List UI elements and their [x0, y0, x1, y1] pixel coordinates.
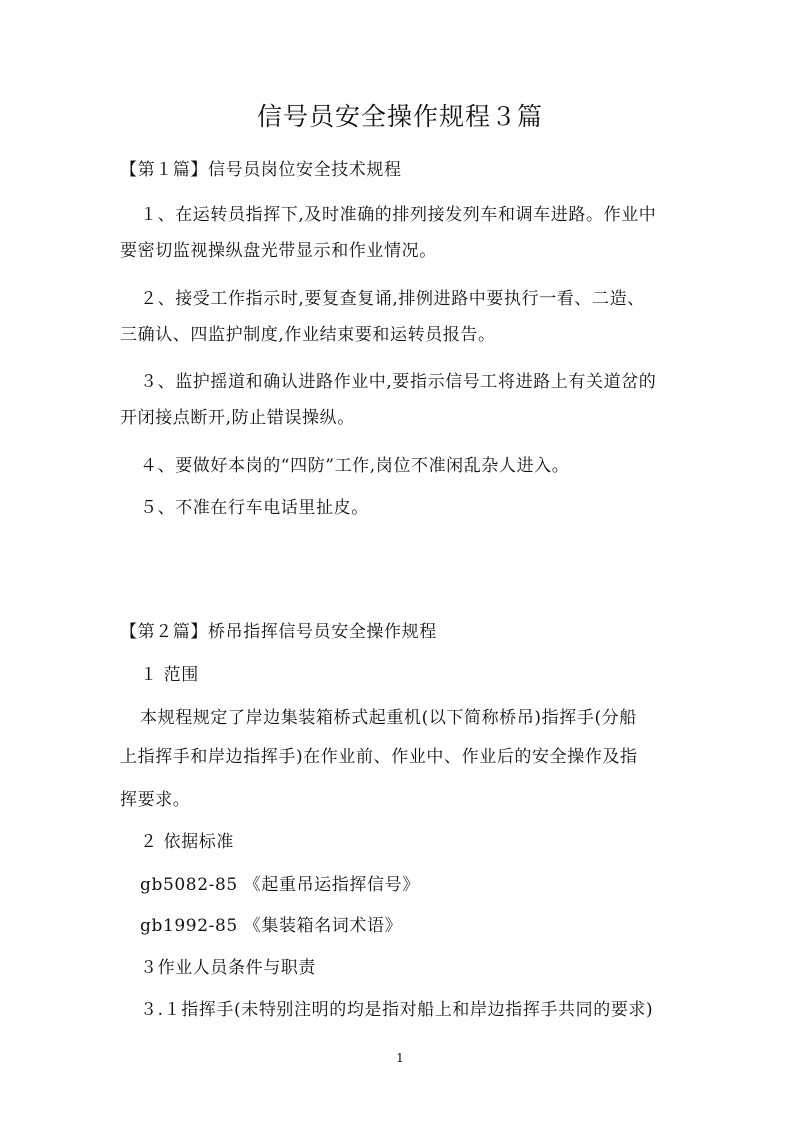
section-2-line-3: 上指挥手和岸边指挥手)在作业前、作业中、作业后的安全操作及指 [120, 747, 638, 767]
section-2-line-gb5082: gb5082-85 《起重吊运指挥信号》 [140, 875, 420, 895]
section-1-item-3-cont: 开闭接点断开,防止错误操纵。 [120, 408, 355, 428]
section-1-item-1: １、在运转员指挥下,及时准确的排列接发列车和调车进路。作业中 [140, 205, 657, 225]
section-1-item-2-cont: 三确认、四监护制度,作业结束要和运转员报告。 [120, 325, 496, 345]
document-title: 信号员安全操作规程３篇 [256, 102, 543, 131]
section-2-line-standards: ２ 依据标准 [140, 832, 235, 852]
section-1-item-1-cont: 要密切监视操纵盘光带显示和作业情况。 [120, 241, 437, 261]
section-1-item-2: ２、接受工作指示时,要复查复诵,排例进路中要执行一看、二造、 [140, 289, 645, 309]
section-1-heading: 【第１篇】信号员岗位安全技术规程 [120, 160, 402, 180]
page-number: 1 [396, 1051, 404, 1065]
section-2-line-gb1992: gb1992-85 《集装箱名词术语》 [140, 916, 403, 936]
section-1-item-3: ３、监护摇道和确认进路作业中,要指示信号工将进路上有关道岔的 [140, 372, 657, 392]
section-1-item-5: ５、不准在行车电话里扯皮。 [140, 498, 369, 518]
section-2-heading: 【第２篇】桥吊指挥信号员安全操作规程 [120, 622, 437, 642]
section-2-line-scope: １ 范围 [140, 665, 199, 685]
section-2-line-2: 本规程规定了岸边集装箱桥式起重机(以下简称桥吊)指挥手(分船 [140, 708, 637, 728]
section-2-line-conditions: ３作业人员条件与职责 [140, 958, 316, 978]
section-2-line-commander: ３.１指挥手(未特别注明的均是指对船上和岸边指挥手共同的要求) [140, 1000, 654, 1020]
section-2-line-4: 挥要求。 [120, 790, 191, 810]
section-1-item-4: ４、要做好本岗的“四防”工作,岗位不准闲乱杂人进入。 [140, 456, 570, 476]
